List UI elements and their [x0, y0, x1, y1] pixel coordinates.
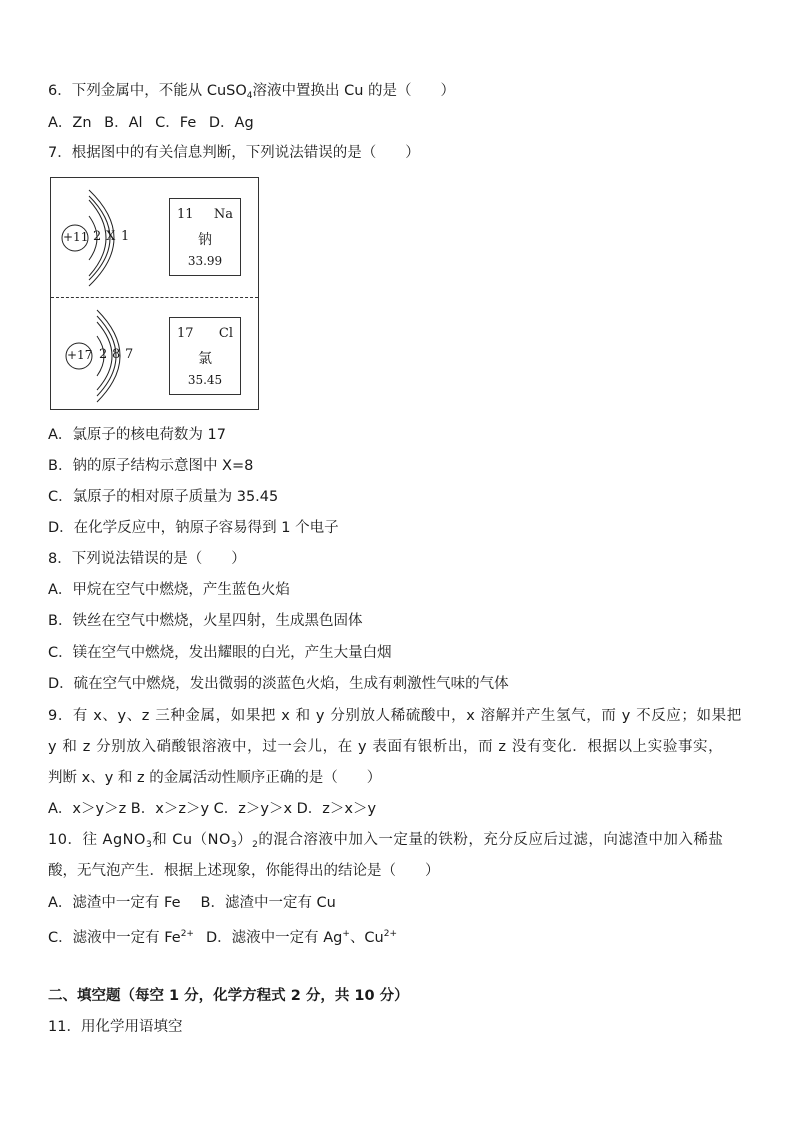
question-7-stem: 7．根据图中的有关信息判断，下列说法错误的是（ ） [48, 145, 420, 161]
section-2-heading: 二、填空题（每空 1 分，化学方程式 2 分，共 10 分） [48, 988, 409, 1004]
q10-subscript-1: 3 [145, 840, 153, 850]
q7-option-a: A．氯原子的核电荷数为 17 [48, 427, 226, 443]
question-6-options [48, 113, 254, 133]
q8-option-d: D．硫在空气中燃烧，发出微弱的淡蓝色火焰，生成有刺激性气味的气体 [48, 676, 509, 692]
figure-divider [51, 297, 258, 298]
chlorine-element-card [169, 317, 241, 395]
sodium-name: 钠 [198, 232, 212, 248]
q8-option-a: A．甲烷在空气中燃烧，产生蓝色火焰 [48, 582, 290, 598]
q10-text-b: 和 Cu（NO [152, 832, 231, 848]
question-8-stem: 8．下列说法错误的是（ ） [48, 551, 246, 567]
chlorine-shell-1: 2 [99, 347, 108, 362]
sodium-atom-diagram [51, 182, 176, 292]
q10-option-d-charge-1: + [342, 929, 350, 939]
chlorine-atomic-number: 17 [177, 326, 194, 341]
q10-option-c-charge: 2+ [180, 929, 194, 939]
sodium-element-card [169, 198, 241, 276]
q10-option-b: B．滤渣中一定有 Cu [200, 895, 336, 911]
q6-option-a: A．Zn [48, 115, 92, 131]
question-10-line-1 [48, 830, 723, 855]
q6-option-d: D．Ag [208, 115, 254, 131]
q10-option-d-charge-2: 2+ [383, 929, 398, 939]
q10-text-d: 的混合溶液中加入一定量的铁粉，充分反应后过滤，向滤渣中加入稀盐 [258, 832, 724, 848]
question-9-line-1: 9．有 x、y、z 三种金属，如果把 x 和 y 分别放人稀硫酸中，x 溶解并产生氢气，而 y 不反应；如果把 [48, 708, 742, 724]
q10-text-c: ） [237, 832, 253, 848]
question-10-line-2: 酸，无气泡产生．根据上述现象，你能得出的结论是（ ） [48, 863, 440, 879]
chlorine-nucleus-charge: +17 [67, 348, 93, 362]
q10-subscript-3: 2 [252, 840, 259, 850]
q6-subscript: 4 [246, 91, 253, 101]
sodium-nucleus-charge: +11 [63, 230, 89, 244]
chlorine-symbol: Cl [218, 326, 233, 341]
sodium-shell-2: X [106, 229, 116, 244]
question-9-line-2: y 和 z 分别放入硝酸银溶液中，过一会儿，在 y 表面有银析出，而 z 没有变化．根据以上实验事实， [48, 739, 724, 755]
question-11-stem: 11．用化学用语填空 [48, 1019, 183, 1035]
q10-option-d-mid: 、Cu [349, 930, 384, 946]
q6-option-b: B．Al [104, 115, 143, 131]
q10-text-a: 10．往 AgNO [48, 832, 146, 848]
sodium-symbol: Na [213, 207, 233, 222]
question-9-line-3: 判断 x、y 和 z 的金属活动性顺序正确的是（ ） [48, 770, 382, 786]
chlorine-name: 氯 [198, 351, 212, 367]
q6-stem-text: 6．下列金属中，不能从 CuSO [48, 83, 247, 99]
q10-subscript-2: 3 [230, 840, 238, 850]
sodium-shell-3: 1 [121, 229, 130, 244]
q6-option-c: C．Fe [155, 115, 197, 131]
q7-option-d: D．在化学反应中，钠原子容易得到 1 个电子 [48, 520, 339, 536]
chlorine-atomic-mass: 35.45 [187, 373, 223, 387]
q10-options-ab [48, 893, 336, 913]
atom-structure-figure [50, 177, 259, 410]
chlorine-shell-3: 7 [125, 347, 134, 362]
q7-option-c: C．氯原子的相对原子质量为 35.45 [48, 489, 279, 505]
q10-options-cd [48, 924, 397, 948]
q9-options: A．x＞y＞z B．x＞z＞y C．z＞y＞x D．z＞x＞y [48, 801, 377, 817]
sodium-atomic-mass: 33.99 [187, 254, 223, 268]
q10-option-a: A．滤渣中一定有 Fe [48, 895, 181, 911]
chlorine-atom-diagram [51, 300, 176, 410]
question-6-stem [48, 81, 455, 106]
q7-option-b: B．钠的原子结构示意图中 X=8 [48, 458, 254, 474]
q10-option-c: C．滤液中一定有 Fe [48, 930, 181, 946]
q6-stem-text-2: 溶液中置换出 Cu 的是（ ） [252, 83, 456, 99]
sodium-shell-1: 2 [93, 229, 102, 244]
q10-option-d: D．滤液中一定有 Ag [205, 930, 343, 946]
q8-option-c: C．镁在空气中燃烧，发出耀眼的白光，产生大量白烟 [48, 645, 392, 661]
sodium-atomic-number: 11 [177, 207, 194, 222]
chlorine-shell-2: 8 [112, 347, 121, 362]
q8-option-b: B．铁丝在空气中燃烧，火星四射，生成黑色固体 [48, 613, 363, 629]
